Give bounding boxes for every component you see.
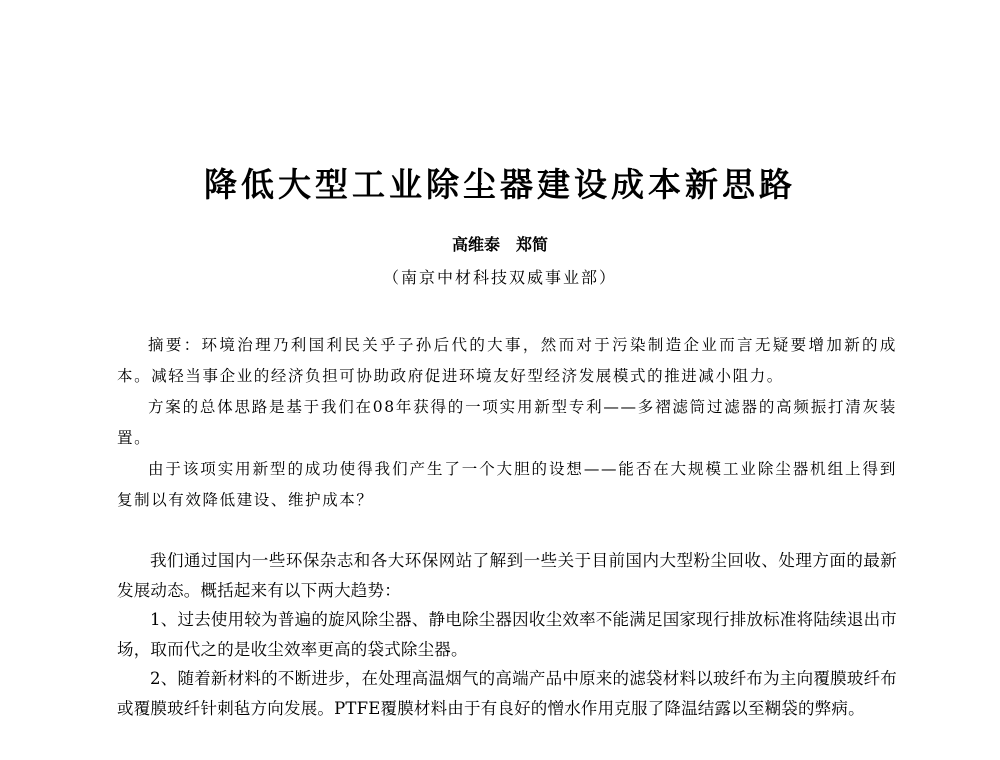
body-paragraph: 我们通过国内一些环保杂志和各大环保网站了解到一些关于目前国内大型粉尘回收、处理方面的最新发展动态。概括起来有以下两大趋势： [117, 551, 897, 600]
paper-authors: 高维泰 郑简 [451, 235, 548, 254]
paper-title: 降低大型工业除尘器建设成本新思路 [204, 165, 796, 204]
body-paragraph: 2、随着新材料的不断进步，在处理高温烟气的高端产品中原来的滤袋材料以玻纤布为主向覆膜玻纤布或覆膜玻纤针刺毡方向发展。PTFE覆膜材料由于有良好的憎水作用克服了降温结露以至糊袋的弊病。 [117, 669, 897, 718]
body-paragraph: 1、过去使用较为普遍的旋风除尘器、静电除尘器因收尘效率不能满足国家现行排放标准将陆续退出市场，取而代之的是收尘效率更高的袋式除尘器。 [117, 610, 897, 659]
paper-affiliation: （南京中材科技双威事业部） [382, 268, 617, 287]
abstract-section [117, 330, 897, 516]
abstract-paragraph: 由于该项实用新型的成功使得我们产生了一个大胆的设想——能否在大规模工业除尘器机组上得到复制以有效降低建设、维护成本？ [117, 460, 897, 509]
abstract-paragraph: 摘要：环境治理乃利国利民关乎子孙后代的大事，然而对于污染制造企业而言无疑要增加新的成本。减轻当事企业的经济负担可协助政府促进环境友好型经济发展模式的推进减小阻力。 [117, 336, 897, 385]
abstract-paragraph: 方案的总体思路是基于我们在08年获得的一项实用新型专利——多褶滤筒过滤器的高频振打清灰装置。 [117, 398, 897, 447]
body-section [117, 546, 897, 724]
